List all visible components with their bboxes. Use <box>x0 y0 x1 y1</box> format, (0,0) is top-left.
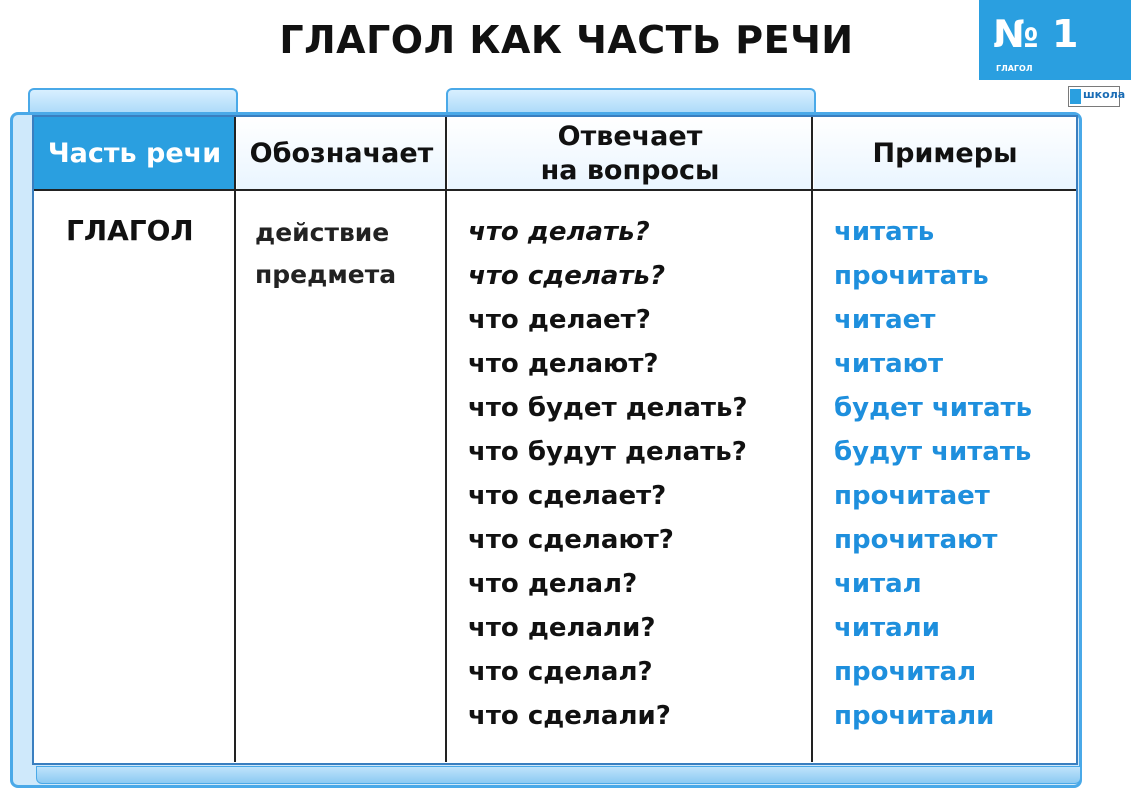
question-item: что делает? <box>468 305 651 335</box>
example-item: будут читать <box>834 437 1032 467</box>
example-item: будет читать <box>834 393 1033 423</box>
header-answers-line2: на вопросы <box>540 154 720 186</box>
question-item: что делают? <box>468 349 659 379</box>
question-item: что делал? <box>468 569 638 599</box>
example-item: читает <box>834 305 936 335</box>
meaning-cell <box>255 212 396 296</box>
question-item: что сделать? <box>468 261 666 291</box>
example-item: читают <box>834 349 944 379</box>
example-item: прочитали <box>834 701 995 731</box>
example-item: читать <box>834 217 935 247</box>
meaning-line: предмета <box>255 260 397 289</box>
header-examples-label: Примеры <box>872 137 1018 169</box>
question-item: что будут делать? <box>468 437 747 467</box>
header-means-label: Обозначает <box>249 137 434 169</box>
examples-list <box>834 210 1032 738</box>
column-divider <box>234 117 236 762</box>
question-item: что будет делать? <box>468 393 748 423</box>
header-answers-line1: Отвечает <box>557 120 703 152</box>
logo-text: школа <box>1083 88 1126 101</box>
column-divider <box>445 117 447 762</box>
example-item: прочитал <box>834 657 977 687</box>
publisher-logo <box>1068 86 1126 107</box>
example-item: прочитают <box>834 525 998 555</box>
frame-bottom-bar <box>36 766 1081 784</box>
logo-mark-icon <box>1070 89 1081 104</box>
example-item: читал <box>834 569 922 599</box>
question-item: что сделает? <box>468 481 667 511</box>
page-title: ГЛАГОЛ КАК ЧАСТЬ РЕЧИ <box>279 18 854 62</box>
questions-list <box>468 210 748 738</box>
question-item: что сделают? <box>468 525 674 555</box>
badge-subtitle: ГЛАГОЛ <box>996 64 1033 73</box>
number-badge <box>979 0 1131 80</box>
question-item: что сделал? <box>468 657 653 687</box>
example-item: прочитать <box>834 261 989 291</box>
header-answers <box>448 117 812 190</box>
question-item: что делать? <box>468 217 650 247</box>
question-item: что делали? <box>468 613 656 643</box>
header-means <box>237 117 446 190</box>
example-item: прочитает <box>834 481 990 511</box>
example-item: читали <box>834 613 940 643</box>
column-divider <box>811 117 813 762</box>
badge-number: № 1 <box>993 12 1079 56</box>
header-part-label: Часть речи <box>47 137 222 169</box>
question-item: что сделали? <box>468 701 671 731</box>
header-part-of-speech <box>34 117 235 190</box>
header-divider <box>34 189 1076 191</box>
meaning-line: действие <box>255 218 390 247</box>
part-of-speech-cell: ГЛАГОЛ <box>66 214 194 247</box>
header-examples <box>814 117 1076 190</box>
